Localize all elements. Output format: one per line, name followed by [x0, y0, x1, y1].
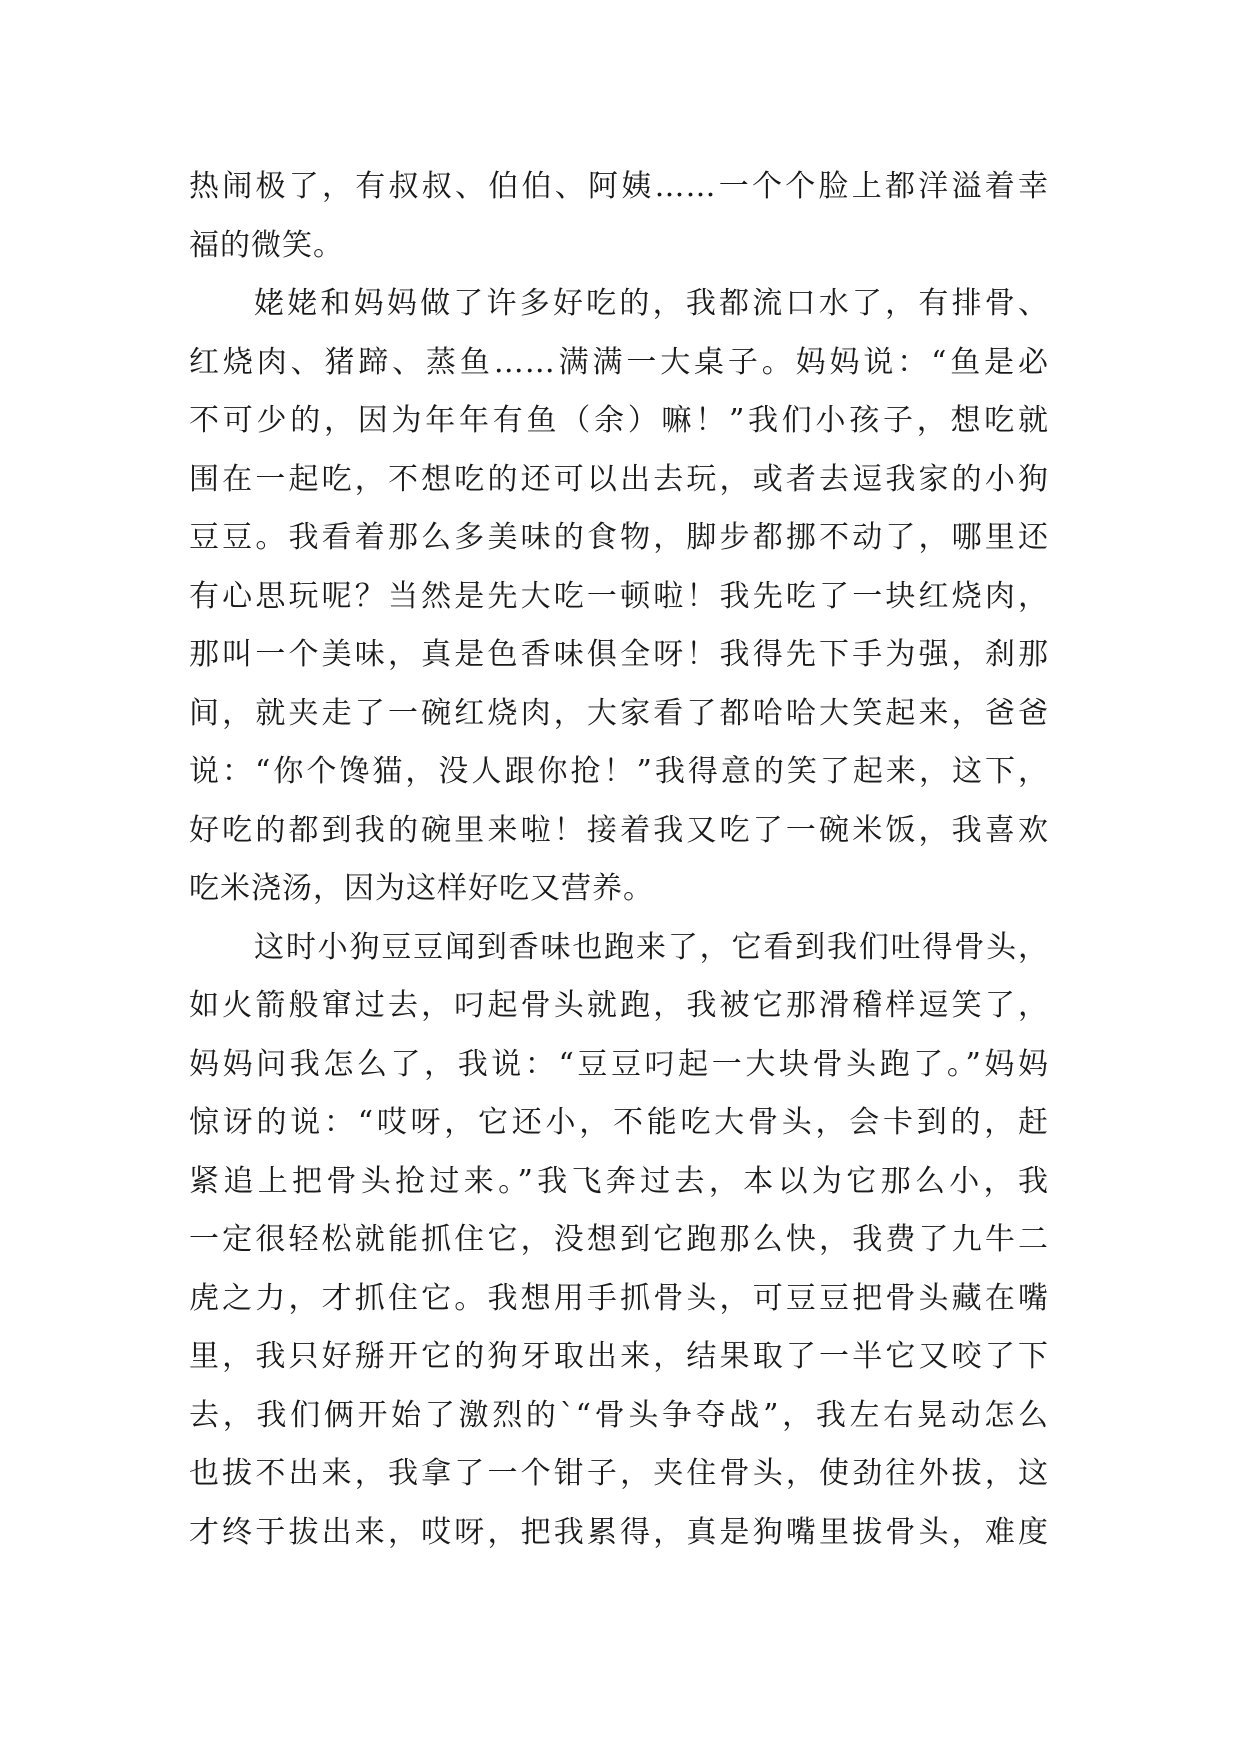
text-line: 姥姥和妈妈做了许多好吃的，我都流口水了，有排骨、 [254, 286, 1049, 321]
text-line: 惊讶的说：“哎呀，它还小，不能吃大骨头，会卡到的，赶 [189, 1105, 1049, 1140]
text-line: 吃米浇汤，因为这样好吃又营养。 [189, 871, 654, 906]
text-line: 紧追上把骨头抢过来。”我飞奔过去，本以为它那么小，我 [189, 1163, 1049, 1199]
text-line: 说：“你个馋猫，没人跟你抢！”我得意的笑了起来，这下， [189, 754, 1049, 789]
text-line: 虎之力，才抓住它。我想用手抓骨头，可豆豆把骨头藏在嘴 [189, 1280, 1049, 1316]
text-line: 去，我们俩开始了激烈的`“骨头争夺战”，我左右晃动怎么 [189, 1397, 1049, 1433]
text-line: 一定很轻松就能抓住它，没想到它跑那么快，我费了九牛二 [189, 1222, 1049, 1257]
text-line: 这时小狗豆豆闻到香味也跑来了，它看到我们吐得骨头， [254, 929, 1049, 965]
text-line: 围在一起吃，不想吃的还可以出去玩，或者去逗我家的小狗 [189, 461, 1049, 497]
text-line: 有心思玩呢？当然是先大吃一顿啦！我先吃了一块红烧肉， [189, 578, 1049, 614]
text-line: 妈妈问我怎么了，我说：“豆豆叼起一大块骨头跑了。”妈妈 [189, 1046, 1049, 1082]
text-line: 里，我只好掰开它的狗牙取出来，结果取了一半它又咬了下 [189, 1339, 1049, 1374]
text-line: 福的微笑。 [189, 227, 344, 263]
text-line: 如火箭般窜过去，叼起骨头就跑，我被它那滑稽样逗笑了， [189, 988, 1049, 1023]
text-line: 红烧肉、猪蹄、蒸鱼……满满一大桌子。妈妈说：“鱼是必 [189, 344, 1049, 380]
body-text [189, 158, 1049, 1562]
text-line: 也拔不出来，我拿了一个钳子，夹住骨头，使劲往外拔，这 [189, 1456, 1049, 1491]
text-line: 那叫一个美味，真是色香味俱全呀！我得先下手为强，刹那 [189, 637, 1049, 672]
text-line: 间，就夹走了一碗红烧肉，大家看了都哈哈大笑起来，爸爸 [189, 695, 1049, 731]
text-line: 热闹极了，有叔叔、伯伯、阿姨……一个个脸上都洋溢着幸 [189, 169, 1049, 204]
text-line: 才终于拔出来，哎呀，把我累得，真是狗嘴里拔骨头，难度 [189, 1514, 1049, 1550]
text-line: 不可少的，因为年年有鱼（余）嘛！”我们小孩子，想吃就 [189, 403, 1049, 438]
text-line: 豆豆。我看着那么多美味的食物，脚步都挪不动了，哪里还 [189, 520, 1049, 555]
text-line: 好吃的都到我的碗里来啦！接着我又吃了一碗米饭，我喜欢 [189, 812, 1049, 848]
